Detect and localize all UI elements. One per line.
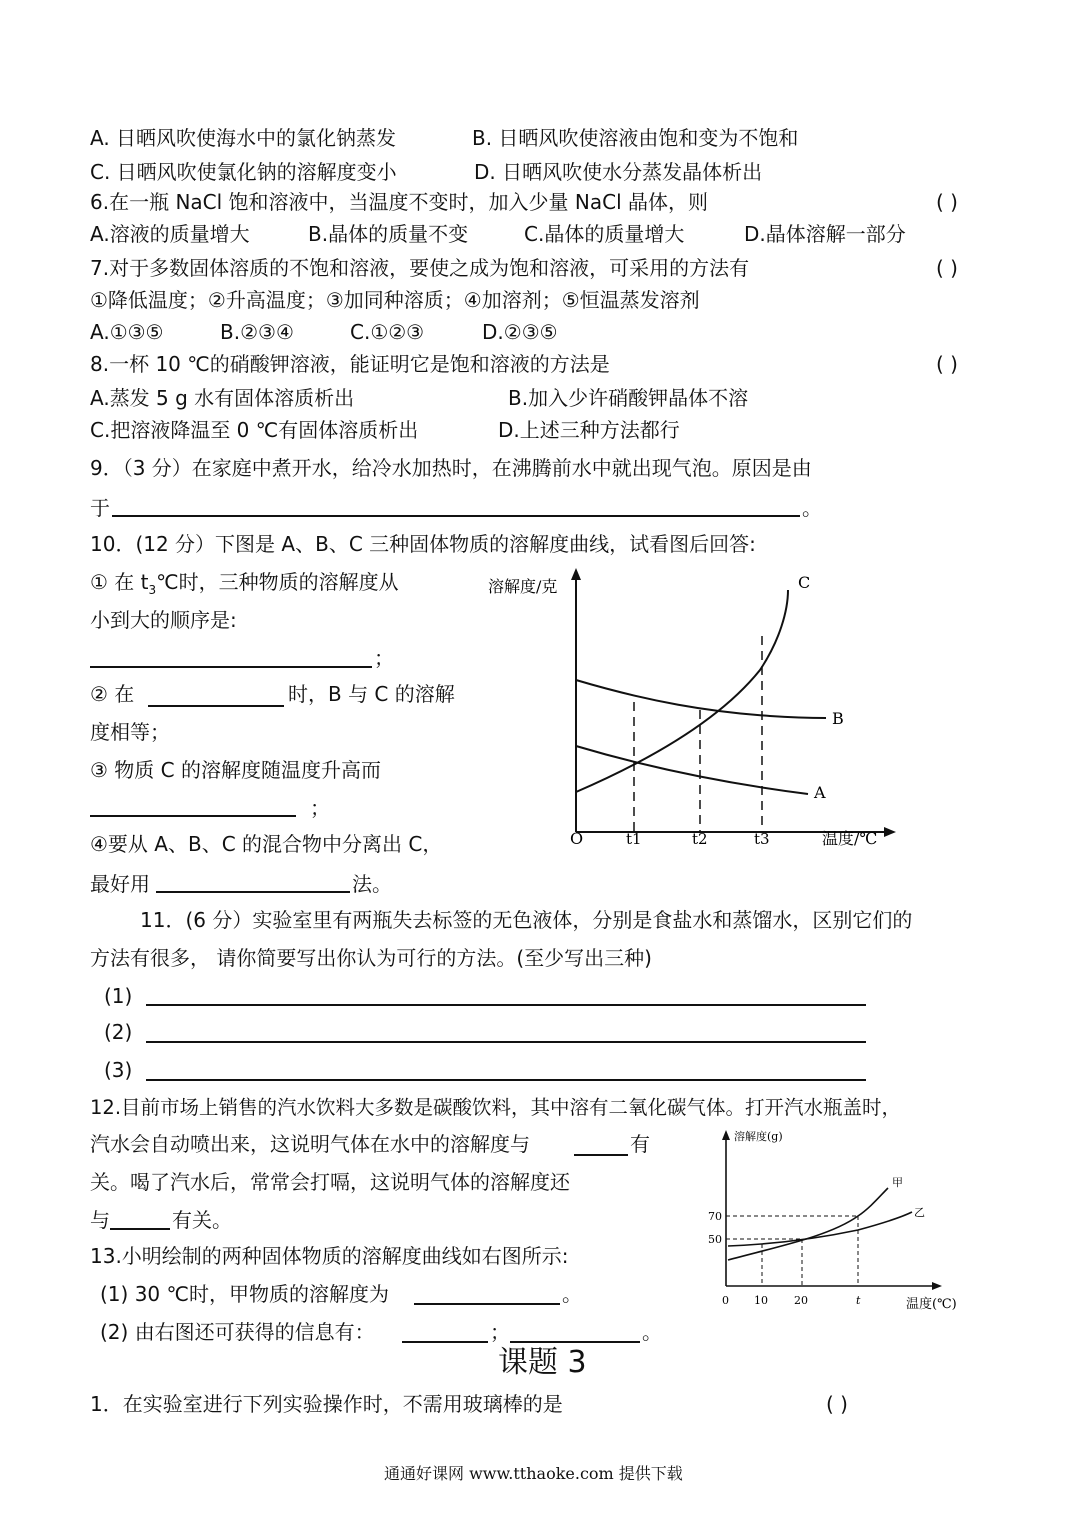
q5-option-b: B. 日晒风吹使溶液由饱和变为不饱和 [472, 126, 799, 150]
chart2-xtick-10: 10 [754, 1294, 768, 1307]
q10-part4-a: ④要从 A、B、C 的混合物中分离出 C， [90, 832, 443, 856]
q8-option-c: C.把溶液降温至 0 ℃有固体溶质析出 [90, 418, 419, 442]
chart2-ytick-70: 70 [708, 1210, 722, 1223]
q10-stem: 10．(12 分）下图是 A、B、C 三种固体物质的溶解度曲线，试看图后回答: [90, 532, 756, 556]
q7-option-b: B.②③④ [220, 320, 294, 344]
q12-line4-b: 有关。 [172, 1208, 232, 1232]
q10-part1-line1 [90, 570, 399, 602]
curve-b [576, 680, 826, 718]
q6-answer-bracket: ( ) [936, 190, 958, 214]
section-title: 课题 3 [498, 1345, 587, 1380]
q7-answer-bracket: ( ) [936, 256, 958, 280]
q12-line3: 关。喝了汽水后，常常会打嗝，这说明气体的溶解度还 [90, 1170, 570, 1194]
q12-line2-a: 汽水会自动喷出来，这说明气体在水中的溶解度与 [90, 1132, 530, 1156]
q8-option-a: A.蒸发 5 g 水有固体溶质析出 [90, 386, 355, 410]
chart1-tick-t2: t2 [692, 830, 708, 848]
q13-sub2-mid: ； [490, 1320, 510, 1344]
q12-line2-b: 有 [630, 1132, 650, 1156]
q5-option-c: C. 日晒风吹使氯化钠的溶解度变小 [90, 160, 397, 184]
q7-option-d: D.②③⑤ [482, 320, 558, 344]
chart2-y-label: 溶解度(g) [734, 1130, 783, 1143]
q10-part3-a: ③ 物质 C 的溶解度随温度升高而 [90, 758, 381, 782]
chart1-origin: O [570, 829, 584, 848]
q12-line1: 12.目前市场上销售的汽水饮料大多数是碳酸饮料，其中溶有二氧化碳气体。打开汽水瓶盖时， [90, 1096, 902, 1119]
curve-label-a: A [814, 783, 826, 802]
q6-option-b: B.晶体的质量不变 [308, 222, 469, 246]
page-footer: 通通好课网 www.tthaoke.com 提供下载 [384, 1464, 683, 1483]
q7-option-c: C.①②③ [350, 320, 425, 344]
q11-item2-label: (2) [104, 1020, 133, 1044]
chart2-x-arrow [932, 1282, 942, 1290]
curve-label-b: B [832, 709, 844, 728]
q6-option-d: D.晶体溶解一部分 [744, 222, 906, 246]
section-q1-answer-bracket: ( ) [826, 1392, 848, 1416]
section-q1-stem: 1．在实验室进行下列实验操作时，不需用玻璃棒的是 [90, 1392, 563, 1416]
q10-part2-blank[interactable] [148, 705, 284, 707]
q5-option-d: D. 日晒风吹使水分蒸发晶体析出 [474, 160, 763, 184]
q11-line2: 方法有很多， 请你简要写出你认为可行的方法。(至少写出三种) [90, 946, 652, 970]
curve-jia [728, 1188, 888, 1260]
q10-part1-b: ℃时，三种物质的溶解度从 [156, 570, 399, 594]
chart1-y-label: 溶解度/克 [488, 577, 558, 596]
q10-part1-blank[interactable] [90, 666, 372, 668]
q13-sub1-blank[interactable] [414, 1303, 560, 1305]
q12-line4-a: 与 [90, 1208, 110, 1232]
q8-answer-bracket: ( ) [936, 352, 958, 376]
q13-stem: 13.小明绘制的两种固体物质的溶解度曲线如右图所示: [90, 1244, 569, 1268]
q13-sub1-end: 。 [562, 1282, 582, 1306]
q10-part4-b: 最好用 [90, 872, 150, 896]
q5-option-a: A. 日晒风吹使海水中的氯化钠蒸发 [90, 126, 397, 150]
chart2-x-label: 温度(℃) [906, 1297, 957, 1312]
q9-line2-start: 于 [90, 496, 110, 520]
chart1-tick-t1: t1 [626, 830, 642, 848]
q13-sub1-a: (1) 30 ℃时，甲物质的溶解度为 [100, 1282, 389, 1306]
solubility-chart-jia-yi [690, 1126, 990, 1318]
curve-label-yi: 乙 [914, 1206, 925, 1219]
q11-item3-label: (3) [104, 1058, 133, 1082]
q12-blank2[interactable] [110, 1228, 170, 1230]
q7-stem: 7.对于多数固体溶质的不饱和溶液，要使之成为饱和溶液，可采用的方法有 [90, 256, 750, 280]
q10-part4-blank[interactable] [156, 891, 350, 893]
curve-label-jia: 甲 [892, 1176, 903, 1189]
q13-sub2-blank1[interactable] [402, 1341, 488, 1343]
q10-part4-end: 法。 [352, 872, 392, 896]
q11-item3-blank[interactable] [146, 1079, 866, 1081]
q7-methods: ①降低温度；②升高温度；③加同种溶质；④加溶剂；⑤恒温蒸发溶剂 [90, 288, 700, 312]
chart2-xtick-0: 0 [722, 1294, 729, 1307]
q10-part3-blank[interactable] [90, 815, 296, 817]
q8-stem: 8.一杯 10 ℃的硝酸钾溶液，能证明它是饱和溶液的方法是 [90, 352, 610, 376]
chart2-y-arrow [722, 1130, 730, 1140]
chart1-x-arrow [884, 827, 896, 837]
chart1-x-label: 温度/℃ [822, 829, 878, 848]
chart2-xtick-20: 20 [794, 1294, 808, 1307]
curve-yi [728, 1212, 912, 1246]
q12-blank1[interactable] [574, 1154, 628, 1156]
q10-part2-c: 度相等； [90, 720, 170, 744]
chart2-ytick-50: 50 [708, 1233, 722, 1246]
q13-sub2-end: 。 [642, 1320, 662, 1344]
q9-line2-end: 。 [802, 496, 822, 520]
curve-c [576, 590, 788, 792]
q9-answer-blank[interactable] [112, 515, 800, 517]
q6-option-c: C.晶体的质量增大 [524, 222, 685, 246]
q13-sub2-blank2[interactable] [510, 1341, 640, 1343]
q10-part2-b: 时，B 与 C 的溶解 [288, 682, 455, 706]
chart2-xtick-t: t [856, 1294, 861, 1307]
curve-a [576, 746, 808, 794]
curve-label-c: C [798, 573, 811, 592]
chart1-tick-t3: t3 [754, 830, 770, 848]
q10-part2-a: ② 在 [90, 682, 135, 706]
q11-item2-blank[interactable] [146, 1041, 866, 1043]
q6-stem: 6.在一瓶 NaCl 饱和溶液中，当温度不变时，加入少量 NaCl 晶体，则 [90, 190, 708, 214]
q10-part1-line2: 小到大的顺序是: [90, 608, 237, 632]
q6-option-a: A.溶液的质量增大 [90, 222, 250, 246]
q10-part1-a: ① 在 t [90, 570, 149, 594]
q8-option-d: D.上述三种方法都行 [498, 418, 680, 442]
q9-line1: 9．（3 分）在家庭中煮开水，给冷水加热时，在沸腾前水中就出现气泡。原因是由 [90, 456, 812, 480]
q13-sub2-a: (2) 由右图还可获得的信息有： [100, 1320, 375, 1344]
q10-part3-end: ； [310, 796, 330, 820]
q11-item1-blank[interactable] [146, 1004, 866, 1006]
q11-item1-label: (1) [104, 984, 133, 1008]
q10-part1-sub: 3 [148, 583, 157, 597]
q7-option-a: A.①③⑤ [90, 320, 164, 344]
solubility-chart-abc [470, 560, 910, 860]
q10-part1-end: ； [374, 646, 394, 670]
q8-option-b: B.加入少许硝酸钾晶体不溶 [508, 386, 749, 410]
q11-line1: 11．(6 分）实验室里有两瓶失去标签的无色液体，分别是食盐水和蒸馏水，区别它们的 [140, 908, 913, 932]
chart1-y-arrow [571, 568, 581, 580]
